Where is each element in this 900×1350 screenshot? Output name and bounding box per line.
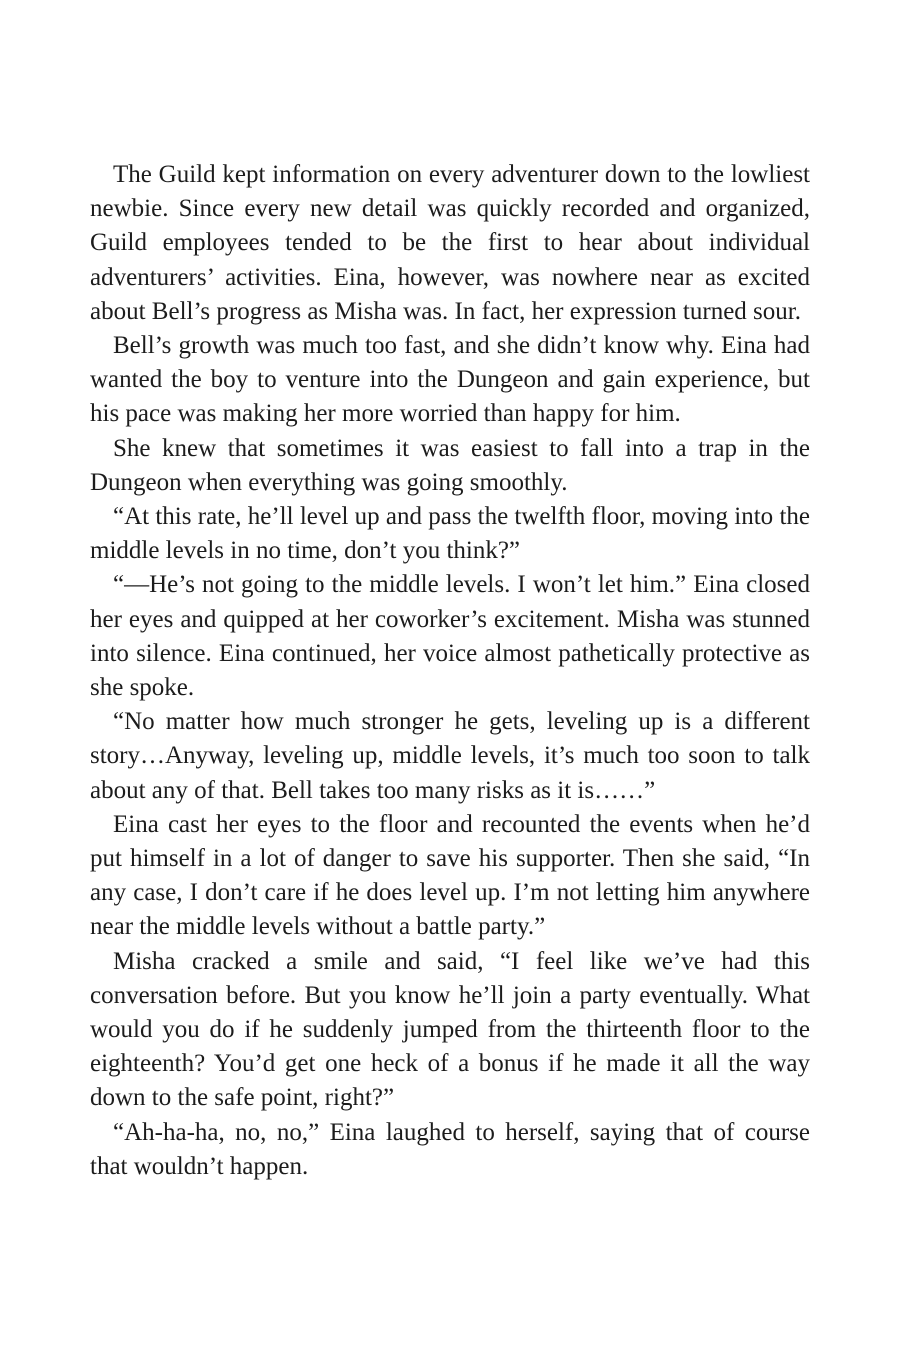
paragraph-9: “Ah-ha-ha, no, no,” Eina laughed to herself, saying that of course that wouldn’t happen.: [90, 1118, 810, 1180]
paragraph-6: “No matter how much stronger he gets, leveling up is a different story…Anyway, leveling up, middle levels, it’s much too soon to talk about any of that. Bell takes too many risks as it is……”: [90, 708, 810, 804]
paragraph-2: Bell’s growth was much too fast, and she didn’t know why. Eina had wanted the boy to venture into the Dungeon and gain experience, but his pace was making her more worried than happy for him.: [90, 332, 810, 428]
paragraph-5: “—He’s not going to the middle levels. I won’t let him.” Eina closed her eyes and quipped at her coworker’s excitement. Misha was stunned into silence. Eina continued, her voice almost pathetically protective as she spoke.: [90, 571, 810, 702]
paragraph-3: She knew that sometimes it was easiest to fall into a trap in the Dungeon when everything was going smoothly.: [90, 434, 810, 496]
paragraph-7: Eina cast her eyes to the floor and recounted the events when he’d put himself in a lot of danger to save his supporter. Then she said, “In any case, I don’t care if he does level up. I’m not letting him anywhere near the middle levels without a battle party.”: [90, 810, 810, 941]
paragraph-8: Misha cracked a smile and said, “I feel like we’ve had this conversation before. But you know he’ll join a party eventually. What would you do if he suddenly jumped from the thirteenth floor to the eighteenth? You’d get one heck of a bonus if he made it all the way down to the safe point, right?”: [90, 947, 810, 1112]
paragraph-1: The Guild kept information on every adventurer down to the lowliest newbie. Since every new detail was quickly recorded and organized, Guild employees tended to be the first to hear about individual adventurers’ activities. Eina, however, was nowhere near as excited about Bell’s progress as Misha was. In fact, her expression turned sour.: [90, 161, 810, 325]
paragraph-4: “At this rate, he’ll level up and pass the twelfth floor, moving into the middle levels in no time, don’t you think?”: [90, 503, 810, 565]
book-page: [90, 158, 810, 1184]
